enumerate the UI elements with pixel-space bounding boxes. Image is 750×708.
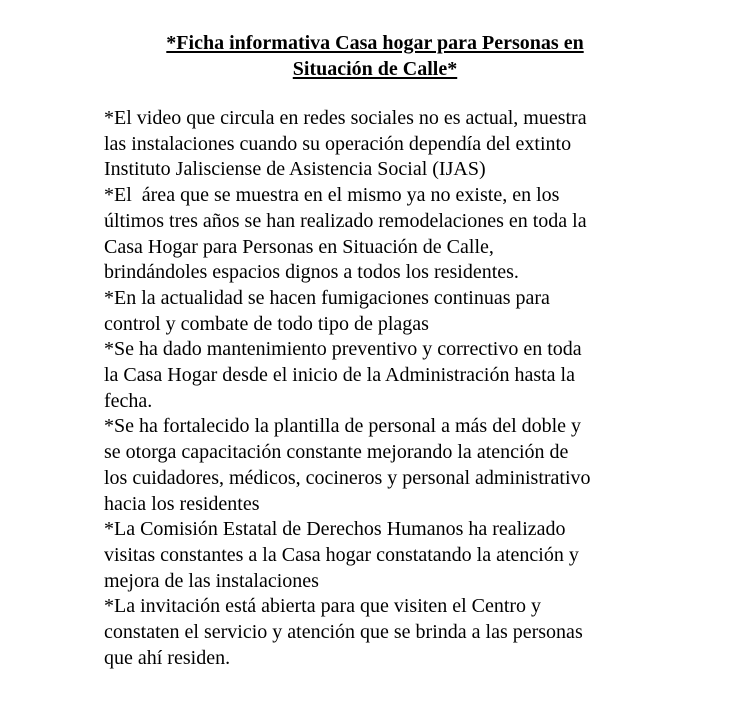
document-body <box>104 106 704 671</box>
body-line: *El video que circula en redes sociales no es actual, muestra <box>104 107 587 129</box>
body-line: fecha. <box>104 389 153 412</box>
body-line: la Casa Hogar desde el inicio de la Administración hasta la <box>104 364 575 387</box>
body-line: *El área que se muestra en el mismo ya no existe, en los <box>104 184 560 207</box>
body-line: *La invitación está abierta para que visiten el Centro y <box>104 595 542 618</box>
body-line: control y combate de todo tipo de plagas <box>104 312 429 335</box>
body-line: que ahí residen. <box>104 646 231 669</box>
body-line: *Se ha fortalecido la plantilla de personal a más del doble y <box>104 415 582 438</box>
body-line: mejora de las instalaciones <box>104 569 319 592</box>
body-line: *Se ha dado mantenimiento preventivo y correctivo en toda <box>104 338 582 361</box>
document-title-line-2: Situación de Calle* <box>292 58 458 80</box>
body-line: se otorga capacitación constante mejorando la atención de <box>104 441 569 464</box>
document-title-line-1: *Ficha informativa Casa hogar para Personas en <box>166 32 584 54</box>
body-line: últimos tres años se han realizado remodelaciones en toda la <box>104 209 587 232</box>
body-line: los cuidadores, médicos, cocineros y personal administrativo <box>104 466 591 489</box>
document-title <box>110 30 640 82</box>
body-line: las instalaciones cuando su operación dependía del extinto <box>104 132 572 155</box>
body-line: Instituto Jalisciense de Asistencia Social (IJAS) <box>104 158 486 181</box>
body-line: hacia los residentes <box>104 492 260 515</box>
body-line: Casa Hogar para Personas en Situación de Calle, <box>104 235 494 258</box>
body-line: visitas constantes a la Casa hogar constatando la atención y <box>104 543 579 566</box>
body-line: *En la actualidad se hacen fumigaciones continuas para <box>104 286 550 309</box>
body-line: *La Comisión Estatal de Derechos Humanos ha realizado <box>104 518 566 541</box>
body-line: constaten el servicio y atención que se brinda a las personas <box>104 621 583 644</box>
body-line: brindándoles espacios dignos a todos los residentes. <box>104 261 519 284</box>
